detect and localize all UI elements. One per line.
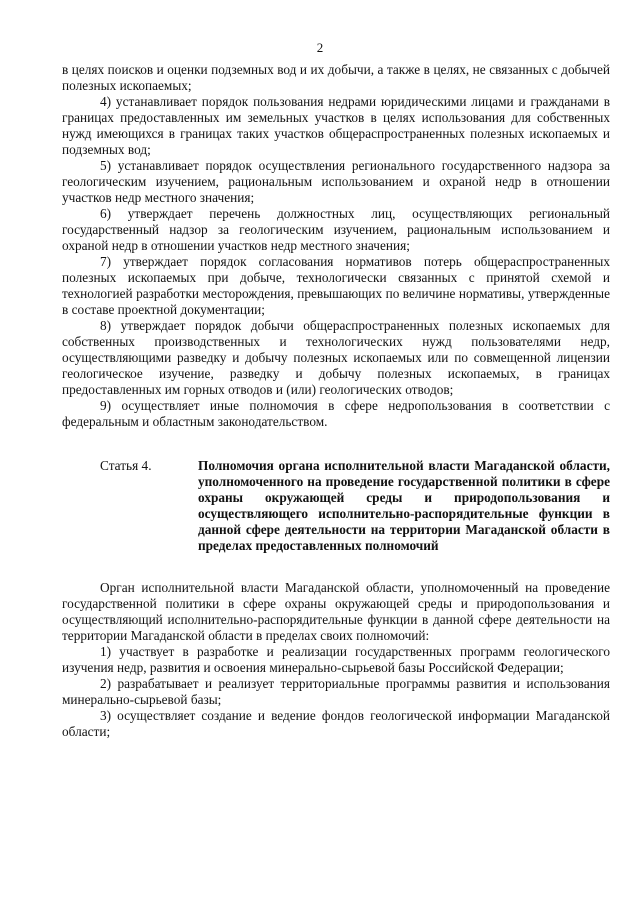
article-heading bbox=[62, 458, 610, 554]
paragraph-item-3: 3) осуществляет создание и ведение фондов геологической информации Магаданской области; bbox=[62, 708, 610, 739]
paragraph-item-1: 1) участвует в разработке и реализации государственных программ геологического изучения недр, развития и освоения минерально-сырьевой базы Российской Федерации; bbox=[62, 644, 610, 675]
paragraph-item-6: 6) утверждает перечень должностных лиц, осуществляющих региональный государственный надзор за геологическим изучением, рациональным использованием и охраной недр в отношении участков недр местного значения; bbox=[62, 206, 610, 253]
page-number: 2 bbox=[316, 40, 324, 55]
paragraph-item-2: 2) разрабатывает и реализует территориальные программы развития и использования минерально-сырьевой базы; bbox=[62, 676, 610, 707]
paragraph-item-7: 7) утверждает порядок согласования нормативов потерь общераспространенных полезных ископаемых при добыче, технологически связанных с принятой схемой и технологией разработки месторождения, превышающих по величине нормативы, утвержденные в составе проектной документации; bbox=[62, 254, 610, 317]
paragraph-item-8: 8) утверждает порядок добычи общераспространенных полезных ископаемых для собственных производственных и технологических нужд пользователями недр, осуществляющими разведку и добычу полезных ископаемых или по совмещенной лицензии геологическое изучение, разведку и добычу полезных ископаемых, в границах предоставленных им горных отводов и (или) геологических отводов; bbox=[62, 318, 610, 397]
article-title: Полномочия органа исполнительной власти Магаданской области, уполномоченного на проведение государственной политики в сфере охраны окружающей среды и природопользования и осуществляющего исполнительно-распорядительные функции в данной сфере деятельности на территории Магаданской области в пределах предоставленных полномочий bbox=[198, 458, 610, 553]
paragraph-intro: Орган исполнительной власти Магаданской области, уполномоченный на проведение государственной политики в сфере охраны окружающей среды и природопользования и осуществляющий исполнительно-распорядительные функции в данной сфере деятельности на территории Магаданской области в пределах своих полномочий: bbox=[62, 580, 610, 643]
article-label: Статья 4. bbox=[100, 458, 152, 473]
paragraph-item-4: 4) устанавливает порядок пользования недрами юридическими лицами и гражданами в границах предоставленных им земельных участков в целях использования для собственных нужд имеющихся в границах таких участков общераспространенных полезных ископаемых и подземных вод; bbox=[62, 94, 610, 157]
document-body bbox=[62, 62, 610, 740]
paragraph-item-5: 5) устанавливает порядок осуществления регионального государственного надзора за геологическим изучением, рациональным использованием и охраной недр в отношении участков недр местного значения; bbox=[62, 158, 610, 205]
paragraph-continuation: в целях поисков и оценки подземных вод и их добычи, а также в целях, не связанных с добычей полезных ископаемых; bbox=[62, 62, 610, 93]
paragraph-item-9: 9) осуществляет иные полномочия в сфере недропользования в соответствии с федеральным и областным законодательством. bbox=[62, 398, 610, 429]
